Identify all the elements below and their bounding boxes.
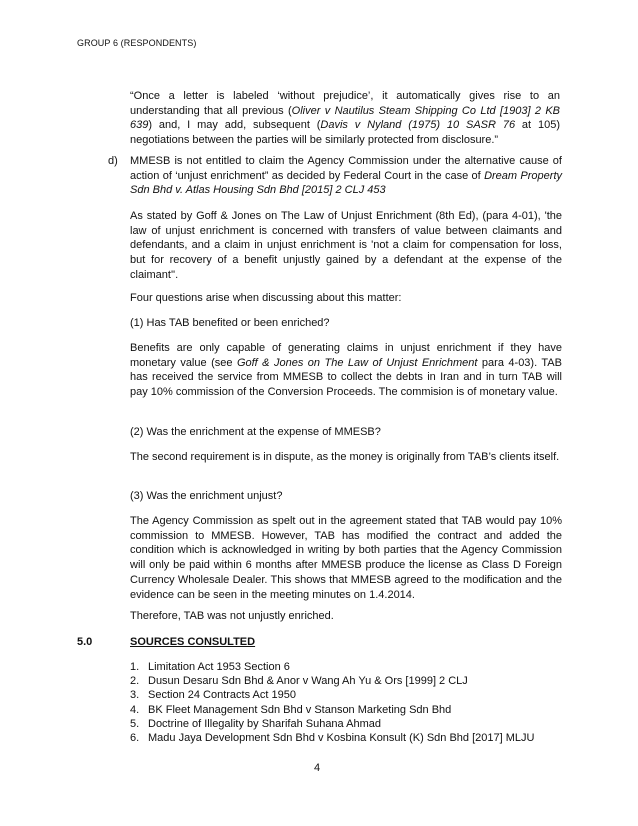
case-citation-dream-property: Dream Property Sdn Bhd v. Atlas Housing Sdn Bhd [2015] 2 CLJ 453: [130, 169, 562, 197]
point-d-text: MMESB is not entitled to claim the Agency Commission under the alternative cause of action of ‘unjust enrichment” as decided by Federal Court in the case of: [130, 155, 562, 182]
conclusion-paragraph: Therefore, TAB was not unjustly enriched.: [130, 610, 334, 622]
list-item: [130, 717, 570, 731]
list-item-text: Section 24 Contracts Act 1950: [148, 689, 296, 702]
sources-list: [130, 660, 570, 745]
list-item-text: Dusun Desaru Sdn Bhd & Anor v Wang Ah Yu & Ors [1999] 2 CLJ: [148, 675, 468, 688]
list-item-number: 1.: [130, 661, 140, 673]
question-2: (2) Was the enrichment at the expense of MMESB?: [130, 426, 381, 438]
list-item: [130, 703, 570, 717]
section-number: 5.0: [77, 636, 93, 648]
list-item-number: 3.: [130, 689, 140, 702]
four-questions-intro: Four questions arise when discussing about this matter:: [130, 292, 402, 304]
list-item-number: 2.: [130, 675, 140, 688]
point-d-label: d): [108, 155, 118, 167]
agency-commission-paragraph: The Agency Commission as spelt out in the agreement stated that TAB would pay 10% commission to MMESB. However, TAB has modified the contract and added the condition which is acknowledged in writing by both parties that the Agency Commission will only be paid within 6 months after MMESB produce the license as Class D Foreign Currency Wholesale Dealer. This shows that MMESB agreed to the modification and the evidence can be seen in the meeting minutes on 1.4.2014.: [130, 515, 562, 601]
case-citation-davis: Davis v Nyland (1975) 10 SASR 76: [320, 119, 516, 132]
list-item-number: 5.: [130, 717, 140, 730]
question-1: (1) Has TAB benefited or been enriched?: [130, 317, 330, 329]
list-item: [130, 660, 570, 674]
quote-text-3: at 105) negotiations between the parties will be similarly protected from disclosure.”: [130, 119, 560, 147]
goff-jones-paragraph: As stated by Goff & Jones on The Law of Unjust Enrichment (8th Ed), (para 4-01), 'the law of unjust enrichment is concerned with transfers of value between claimants and defendants, and a claim in unjust enrichment is 'not a claim for compensation for loss, but for recovery of a benefit unjustly gained by a defendant at the expense of the claimant''.: [130, 210, 562, 281]
question-3: (3) Was the enrichment unjust?: [130, 490, 283, 502]
quote-text-2: ) and, I may add, subsequent (: [148, 119, 321, 132]
list-item-text: Madu Jaya Development Sdn Bhd v Kosbina Konsult (K) Sdn Bhd [2017] MLJU: [148, 732, 535, 745]
list-item: [130, 688, 570, 702]
quote-text-1: “Once a letter is labeled ‘without prejudice’, it automatically gives rise to an understanding that all previous (: [130, 90, 560, 117]
list-item-number: 4.: [130, 703, 140, 716]
section-title: SOURCES CONSULTED: [130, 636, 256, 648]
point-d-paragraph: [130, 154, 562, 198]
page-number: 4: [314, 762, 321, 774]
list-item: [130, 674, 570, 688]
benefits-text-1: Benefits are only capable of generating claims in unjust enrichment if they have monetary value (see: [130, 342, 562, 369]
benefits-paragraph: [130, 341, 562, 400]
second-requirement-paragraph: The second requirement is in dispute, as the money is originally from TAB’s clients itself.: [130, 451, 560, 463]
goff-jones-reference: Goff & Jones on The Law of Unjust Enrichment: [236, 356, 478, 369]
benefits-text-2: para 4-03). TAB has received the service from MMESB to collect the debts in Iran and in turn TAB will pay 10% commission of the Conversion Proceeds. The commision is of monetary value.: [130, 356, 562, 399]
quote-paragraph: [130, 89, 560, 148]
list-item: [130, 731, 570, 745]
case-citation-oliver: Oliver v Nautilus Steam Shipping Co Ltd [1903] 2 KB 639: [130, 104, 560, 132]
list-item-text: BK Fleet Management Sdn Bhd v Stanson Marketing Sdn Bhd: [148, 703, 452, 716]
list-item-number: 6.: [130, 732, 140, 745]
page-header: GROUP 6 (RESPONDENTS): [77, 38, 197, 48]
list-item-text: Limitation Act 1953 Section 6: [148, 661, 290, 673]
list-item-text: Doctrine of Illegality by Sharifah Suhana Ahmad: [148, 717, 381, 730]
